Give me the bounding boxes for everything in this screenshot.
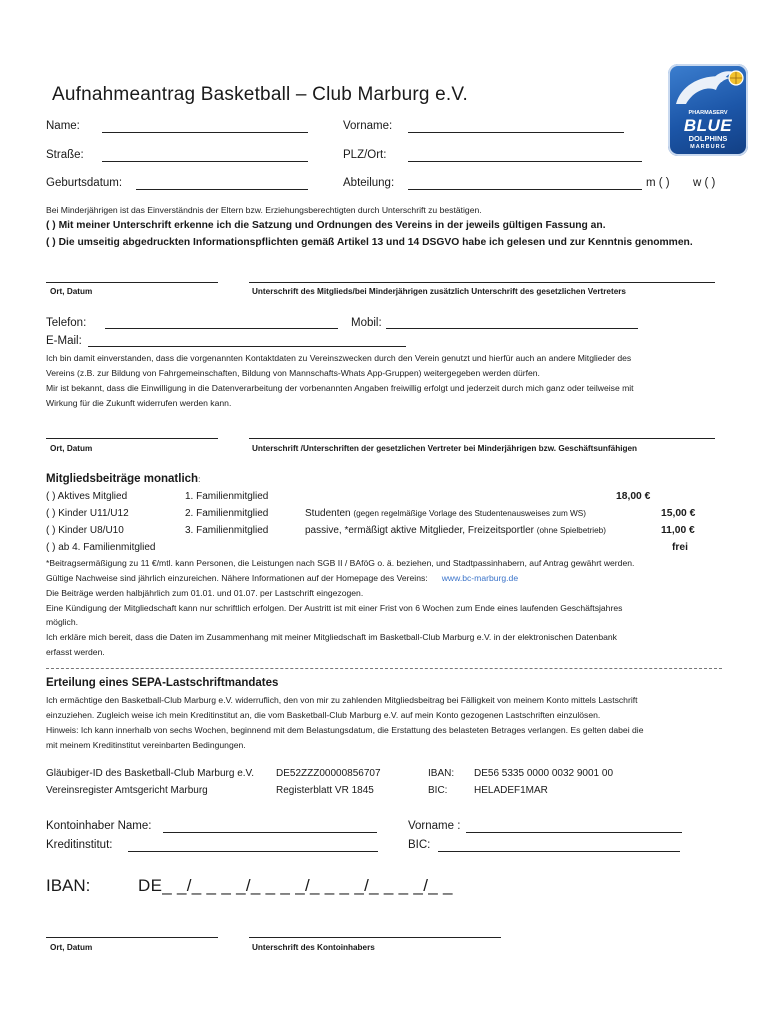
iban-big-label: IBAN: [46,876,91,895]
strasse-input-line[interactable] [102,161,308,162]
kinder-u11-checkbox[interactable]: ( ) Kinder U11/U12 [46,508,129,519]
club-bic-value: HELADEF1MAR [474,785,548,796]
sepa-text-1: Ich ermächtige den Basketball-Club Marburg e.V. widerruflich, den von mir zu zahlenden Mitgliedsbeitrag bei Fälligkeit von meinem Konto mittels Lastschrift [46,695,638,705]
club-bic-label: BIC: [428,785,448,796]
signature-line-1[interactable] [249,282,715,283]
kontoinhaber-input-line[interactable] [163,832,377,833]
plz-ort-label: PLZ/Ort: [343,149,387,161]
sepa-vorname-label: Vorname : [408,820,461,832]
fam1-label: 1. Familienmitglied [185,491,269,502]
plz-ort-input-line[interactable] [408,161,642,162]
price-passive: 11,00 € [661,525,695,536]
logo-line1: PHARMASERV [688,110,728,116]
fam2-label: 2. Familienmitglied [185,508,269,519]
vorname-label: Vorname: [343,120,393,132]
ort-datum-caption-1: Ort, Datum [50,287,93,296]
geburtsdatum-label: Geburtsdatum: [46,177,123,189]
kreditinstitut-input-line[interactable] [128,851,378,852]
cut-line [46,668,722,669]
fees-note-1: *Beitragsermäßigung zu 11 €/mtl. kann Personen, die Leistungen nach SGB II / BAföG o. ä. beziehen, und Stadtpassinhabern, auf Antrag gewährt werden. [46,558,635,568]
ort-datum-line-1[interactable] [46,282,218,283]
telefon-label: Telefon: [46,317,87,329]
signature-caption-1: Unterschrift des Mitglieds/bei Minderjährigen zusätzlich Unterschrift des gesetzlichen Vertreters [252,287,626,296]
telefon-input-line[interactable] [105,328,338,329]
ort-datum-line-3[interactable] [46,937,218,938]
signature-line-2[interactable] [249,438,715,439]
iban-input-template[interactable]: DE_ _/_ _ _ _/_ _ _ _/_ _ _ _/_ _ _ _/_ _ [138,876,453,895]
name-input-line[interactable] [102,132,308,133]
blue-dolphins-logo [668,64,748,156]
kinder-u8-checkbox[interactable]: ( ) Kinder U8/U10 [46,525,124,536]
fam3-label: 3. Familienmitglied [185,525,269,536]
contact-consent-line1: Ich bin damit einverstanden, dass die vorgenannten Kontaktdaten zu Vereinszwecken durch den Verein genutzt und hierfür auch an andere Mitglieder des [46,353,632,363]
contact-consent-line2: Vereins (z.B. zur Bildung von Fahrgemeinschaften, Bildung von Mannschafts-Whats App-Gruppen) weitergegeben werden dürfen. [46,368,540,378]
sepa-text-2: einzuziehen. Zugleich weise ich mein Kreditinstitut an, die vom Basketball-Club Marburg e.V. auf mein Konto gezogenen Lastschriften einzulösen. [46,710,601,720]
gender-w-checkbox[interactable]: w ( ) [693,177,716,189]
email-input-line[interactable] [88,346,406,347]
fees-note-4: Eine Kündigung der Mitgliedschaft kann nur schriftlich erfolgen. Der Austritt ist mit einer Frist von 6 Wochen zum Ende eines laufenden Geschäftsjahres [46,603,623,613]
signature-caption-2: Unterschrift /Unterschriften der gesetzlichen Vertreter bei Minderjährigen bzw. Geschäftsunfähigen [252,444,638,453]
strasse-label: Straße: [46,149,84,161]
contact-consent-line3: Mir ist bekannt, dass die Einwilligung in die Datenverarbeitung der vorbenannten Angaben freiwillig erfolgt und jederzeit durch mich ganz oder teilweise mit [46,383,634,393]
sepa-text-4: mit meinem Kreditinstitut vereinbarten Bedingungen. [46,740,246,750]
signature-caption-3: Unterschrift des Kontoinhabers [252,943,375,952]
kreditinstitut-label: Kreditinstitut: [46,839,113,851]
fees-heading: Mitgliedsbeiträge monatlich: [46,473,201,485]
price-aktiv: 18,00 € [616,491,651,502]
club-iban-label: IBAN: [428,768,455,779]
mobil-input-line[interactable] [386,328,638,329]
homepage-link[interactable]: www.bc-marburg.de [441,573,519,583]
contact-consent-line4: Wirkung für die Zukunft widerrufen werden kann. [46,398,232,408]
geburtsdatum-input-line[interactable] [136,189,308,190]
fees-note-3: Die Beiträge werden halbjährlich zum 01.01. und 01.07. per Lastschrift eingezogen. [46,588,364,598]
kontoinhaber-label: Kontoinhaber Name: [46,820,152,832]
register-value: Registerblatt VR 1845 [276,785,374,796]
fees-note-5: möglich. [46,617,78,627]
price-studenten: 15,00 € [661,508,696,519]
signature-line-3[interactable] [249,937,501,938]
sepa-heading: Erteilung eines SEPA-Lastschriftmandates [46,677,279,689]
mobil-label: Mobil: [351,317,382,329]
sepa-text-3: Hinweis: Ich kann innerhalb von sechs Wochen, beginnend mit dem Belastungsdatum, die Erstattung des belasteten Betrages verlangen. Es gelten dabei die [46,725,644,735]
sepa-bic-label: BIC: [408,839,431,851]
dsgvo-checkbox[interactable]: ( ) Die umseitig abgedruckten Informationspflichten gemäß Artikel 13 und 14 DSGVO habe ich gelesen und zur Kenntnis genommen. [46,237,693,248]
register-label: Vereinsregister Amtsgericht Marburg [46,785,208,796]
aktiv-checkbox[interactable]: ( ) Aktives Mitglied [46,491,128,502]
ort-datum-caption-3: Ort, Datum [50,943,93,952]
vorname-input-line[interactable] [408,132,624,133]
logo-line3: DOLPHINS [688,134,728,143]
familie4-checkbox[interactable]: ( ) ab 4. Familienmitglied [46,542,156,553]
minors-note: Bei Minderjährigen ist das Einverständnis der Eltern bzw. Erziehungsberechtigten durch Unterschrift zu bestätigen. [46,205,482,215]
glaeubiger-label: Gläubiger-ID des Basketball-Club Marburg e.V. [46,768,255,779]
page-title: Aufnahmeantrag Basketball – Club Marburg e.V. [52,84,468,105]
abteilung-input-line[interactable] [408,189,642,190]
email-label: E-Mail: [46,335,82,347]
abteilung-label: Abteilung: [343,177,395,189]
satzung-checkbox[interactable]: ( ) Mit meiner Unterschrift erkenne ich die Satzung und Ordnungen des Vereins in der jeweils gültigen Fassung an. [46,220,606,231]
name-label: Name: [46,120,80,132]
logo-line2: BLUE [683,116,733,135]
price-familie4: frei [672,542,689,553]
passive-label: passive, *ermäßigt aktive Mitglieder, Freizeitsportler (ohne Spielbetrieb) [305,525,606,536]
ort-datum-caption-2: Ort, Datum [50,444,93,453]
fees-note-7: erfasst werden. [46,647,105,657]
glaeubiger-id: DE52ZZZ00000856707 [276,768,381,779]
logo-line4: MARBURG [690,144,726,150]
sepa-vorname-input-line[interactable] [466,832,682,833]
fees-note-2: Gültige Nachweise sind jährlich einzureichen. Nähere Informationen auf der Homepage des Vereins: www.bc-marburg.de [46,573,519,583]
sepa-bic-input-line[interactable] [438,851,680,852]
ort-datum-line-2[interactable] [46,438,218,439]
club-iban-value: DE56 5335 0000 0032 9001 00 [474,768,614,779]
studenten-label: Studenten (gegen regelmäßige Vorlage des Studentenausweises zum WS) [305,508,586,519]
fees-note-6: Ich erkläre mich bereit, dass die Daten im Zusammenhang mit meiner Mitgliedschaft im Basketball-Club Marburg e.V. in der elektronischen Datenbank [46,632,617,642]
gender-m-checkbox[interactable]: m ( ) [646,177,670,189]
